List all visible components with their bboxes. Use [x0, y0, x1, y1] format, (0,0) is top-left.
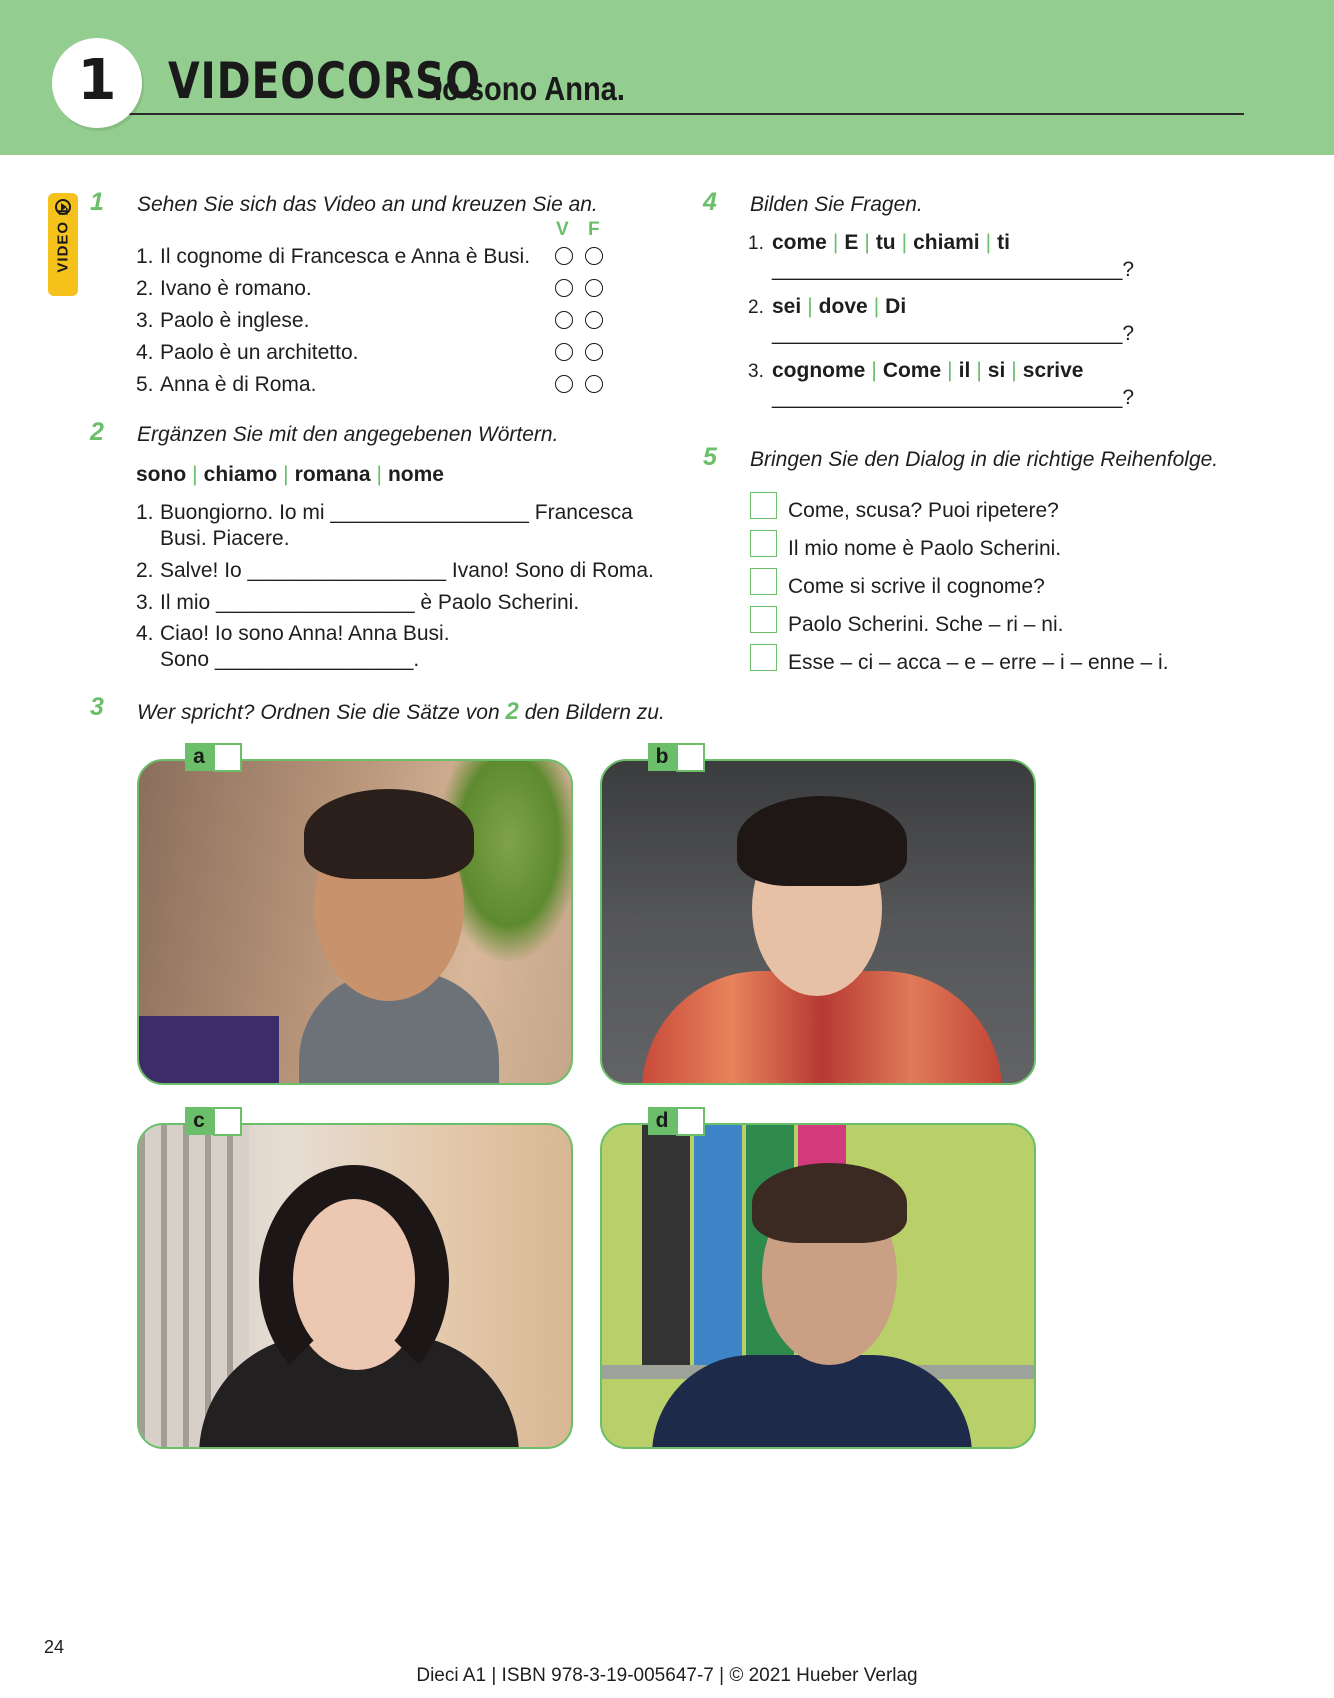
- ex1-item: 1. Il cognome di Francesca e Anna è Busi.: [136, 245, 531, 268]
- binder: [642, 1125, 690, 1375]
- answer-line[interactable]: ______________________________?: [772, 322, 1135, 345]
- photo-d: [600, 1123, 1036, 1449]
- answer-line[interactable]: ______________________________?: [772, 386, 1135, 409]
- order-box[interactable]: [750, 492, 777, 519]
- binder: [694, 1125, 742, 1375]
- word: sono: [136, 463, 187, 486]
- ex4-item: 1. come | E | tu | chiami | ti: [748, 231, 1010, 254]
- word-bank: sono | chiamo | romana | nome: [136, 463, 444, 486]
- photo-label-a: a: [185, 743, 213, 771]
- answer-line[interactable]: ______________________________?: [772, 258, 1135, 281]
- hair: [752, 1163, 907, 1243]
- photo-b: [600, 759, 1036, 1085]
- order-box[interactable]: [750, 606, 777, 633]
- ex1-item: 4. Paolo è un architetto.: [136, 341, 359, 364]
- exercise-4-number: 4: [703, 188, 717, 216]
- order-box[interactable]: [750, 644, 777, 671]
- video-tag-label: VIDEO 1: [54, 206, 72, 273]
- ex2-item: 1. Buongiorno. Io mi _________________ Francesca: [136, 501, 633, 524]
- ex2-item: 4. Ciao! Io sono Anna! Anna Busi.: [136, 622, 450, 645]
- order-box[interactable]: [750, 568, 777, 595]
- ex1-item: 3. Paolo è inglese.: [136, 309, 310, 332]
- ex1-item: 2. Ivano è romano.: [136, 277, 312, 300]
- exercise-5-number: 5: [703, 443, 717, 471]
- column-v-label: V: [556, 219, 569, 240]
- chapter-title: VIDEOCORSO: [168, 52, 481, 110]
- ex2-item-continued: Sono _________________.: [160, 648, 420, 671]
- dialog-line: Il mio nome è Paolo Scherini.: [788, 537, 1062, 560]
- hair: [259, 1165, 449, 1395]
- exercise-4-instruction: Bilden Sie Fragen.: [750, 193, 923, 216]
- unit-number: 1: [77, 48, 117, 113]
- dialog-line: Paolo Scherini. Sche – ri – ni.: [788, 613, 1064, 636]
- photo-a: [137, 759, 573, 1085]
- word: chiamo: [203, 463, 278, 486]
- dialog-line: Esse – ci – acca – e – erre – i – enne – i.: [788, 651, 1169, 674]
- true-radio[interactable]: [555, 247, 573, 265]
- false-radio[interactable]: [585, 247, 603, 265]
- true-radio[interactable]: [555, 279, 573, 297]
- sofa: [139, 1016, 279, 1085]
- exercise-3-number: 3: [90, 693, 104, 721]
- word: nome: [387, 463, 444, 486]
- ex2-item: 3. Il mio _________________ è Paolo Scherini.: [136, 591, 580, 614]
- photo-label-b: b: [648, 743, 676, 771]
- word: romana: [294, 463, 371, 486]
- exercise-2-number: 2: [90, 418, 104, 446]
- false-radio[interactable]: [585, 375, 603, 393]
- hair: [304, 789, 474, 879]
- exercise-reference: 2: [505, 698, 519, 725]
- ex4-item: 3. cognome | Come | il | si | scrive: [748, 359, 1084, 382]
- order-box[interactable]: [750, 530, 777, 557]
- exercise-2-instruction: Ergänzen Sie mit den angegebenen Wörtern.: [137, 423, 559, 446]
- photo-answer-box-d[interactable]: [676, 1107, 705, 1136]
- ex4-item: 2. sei | dove | Di: [748, 295, 907, 318]
- ex2-item-continued: Busi. Piacere.: [160, 527, 290, 550]
- exercise-1-number: 1: [90, 188, 104, 216]
- exercise-1-instruction: Sehen Sie sich das Video an und kreuzen Sie an.: [137, 193, 598, 216]
- false-radio[interactable]: [585, 311, 603, 329]
- hair: [737, 796, 907, 886]
- ex2-item: 2. Salve! Io _________________ Ivano! Sono di Roma.: [136, 559, 654, 582]
- photo-label-c: c: [185, 1107, 213, 1135]
- dialog-line: Come si scrive il cognome?: [788, 575, 1045, 598]
- exercise-3-instruction: Wer spricht? Ordnen Sie die Sätze von 2 den Bildern zu.: [137, 698, 665, 725]
- photo-answer-box-a[interactable]: [213, 743, 242, 772]
- exercise-5-instruction: Bringen Sie den Dialog in die richtige Reihenfolge.: [750, 448, 1219, 471]
- header-rule: [120, 113, 1244, 115]
- photo-answer-box-c[interactable]: [213, 1107, 242, 1136]
- photo-label-d: d: [648, 1107, 676, 1135]
- true-radio[interactable]: [555, 375, 573, 393]
- photo-c: [137, 1123, 573, 1449]
- true-radio[interactable]: [555, 311, 573, 329]
- ex1-item: 5. Anna è di Roma.: [136, 373, 317, 396]
- chapter-subtitle: Io sono Anna.: [434, 70, 625, 107]
- page-number: 24: [44, 1637, 65, 1657]
- dialog-line: Come, scusa? Puoi ripetere?: [788, 499, 1059, 522]
- jacket: [652, 1355, 972, 1449]
- column-f-label: F: [588, 219, 600, 240]
- false-radio[interactable]: [585, 279, 603, 297]
- photo-answer-box-b[interactable]: [676, 743, 705, 772]
- true-radio[interactable]: [555, 343, 573, 361]
- footer-citation: Dieci A1 | ISBN 978-3-19-005647-7 | © 2021 Hueber Verlag: [416, 1665, 918, 1686]
- video-tag: [48, 193, 78, 296]
- false-radio[interactable]: [585, 343, 603, 361]
